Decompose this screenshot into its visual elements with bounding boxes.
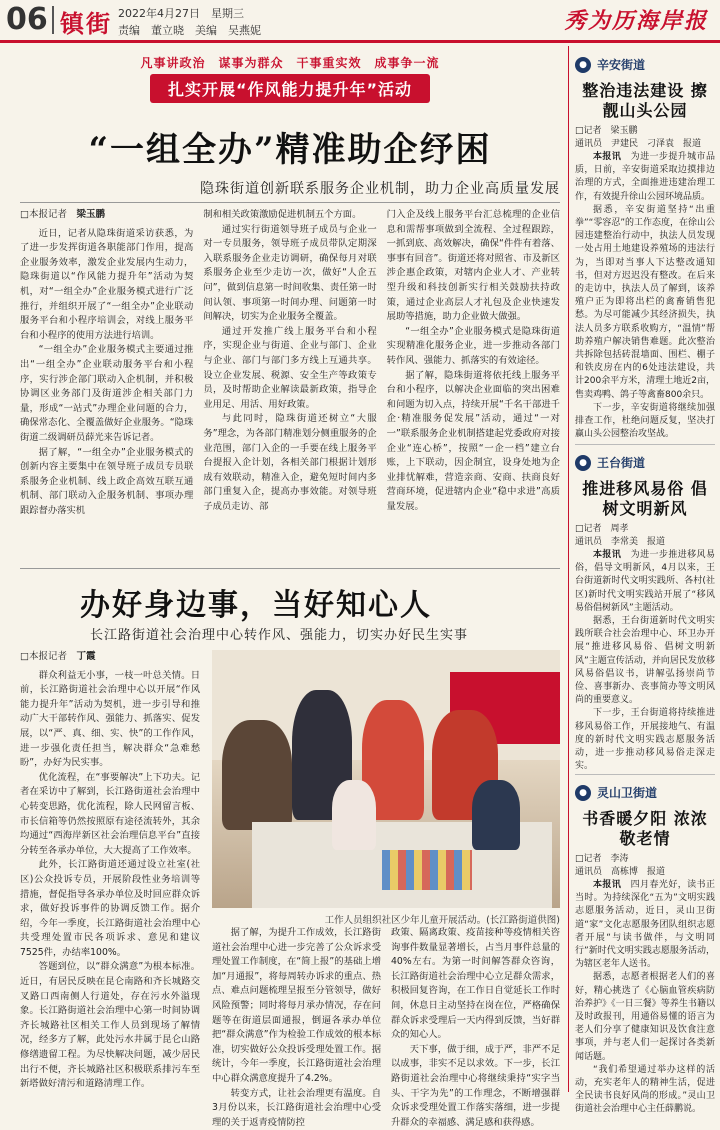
location-pin-icon: ● xyxy=(575,57,591,73)
sidebar-section-wangtai xyxy=(575,454,715,773)
paragraph: 据悉，志愿者根据老人们的喜好，精心挑选了《心脑血管疾病防治养护》《一日三餐》等养生书籍以及时政报刊，用通俗易懂的语言为老人们分享了健康知识及饮食注意事项，并与老人们一起探讨各类新闻话题。 xyxy=(575,972,715,1062)
masthead-divider xyxy=(52,6,54,34)
paragraph: 下一步，王台街道将持续推进移风易俗工作，开展接地气、有温度的新时代文明实践志愿服务活动，进一步推动移风易俗走深走实。 xyxy=(575,708,715,772)
rule xyxy=(575,774,715,775)
sidebar-headline: 推进移风易俗 倡树文明新风 xyxy=(582,479,708,518)
paragraph: 据了解，隐珠街道将依托线上服务平台和小程序，以解决企业面临的突出困难和问题为切入点，持续开展“千名干部进千企·精准服务促发展”活动，通过“一对一”联系服务企业机制搭建起党委政府对接企业“连心桥”，按照“一企一档”建立台账，上下联动，因企制宜，设身处地为企业排忧解难，营造亲商、安商、扶商良好营商环境，促进辖内企业“稳中求进”高质量发展。 xyxy=(386,369,560,512)
article1-subheadline: 隐珠街道创新联系服务企业机制，助力企业高质量发展 xyxy=(200,181,560,197)
rule xyxy=(575,444,715,445)
article2-headline: 办好身边事，当好知心人 xyxy=(80,588,432,623)
sidebar-body xyxy=(575,879,715,1115)
sidebar-headline: 书香暖夕阳 浓浓敬老情 xyxy=(582,809,708,848)
article1-column-3 xyxy=(387,208,560,560)
paragraph: 制和相关政策激励促进机制五个方面。 xyxy=(203,209,362,220)
paragraph: 优化流程，在“事要解决”上下功夫。记者在采访中了解到，长江路街道社会治理中心转变思路，优化流程，除人民网留言板、市长信箱等仍然按照原有途径流转外，其余均通过“西海岸新区社会治理信息平台”直接分转至各承办单位，大大提高了工作效率。 xyxy=(20,771,200,856)
child-figure xyxy=(472,780,520,850)
article1-headline: “一组全办”精准助企纾困 xyxy=(88,130,492,170)
paragraph: 据了解，为提升工作成效，长江路街道社会治理中心进一步完善了公众诉求受理处置工作制度，在“简上报”的基础上增加“月通报”，将每周转办诉求的重点、热点、难点问题梳理呈报至分管领导，做好风险预警；同时将每月承办情况，存在问题等在街道层面通报，倒逼各承办单位把“群众满意”作为检验工作成效的根本标准，切实做好公众投诉受理处置工作。据统计，今年一季度，长江路街道社会治理中心群众满意度提升了4.2%。 xyxy=(212,927,381,1084)
article1-byline: □本报记者 梁玉鹏 xyxy=(20,209,106,220)
paragraph: 据了解，“一组全办”企业服务模式的创新内容主要集中在领导班子成员专员联系服务企业机制、线上政企高效互联互通机制、部门联动入企服务机制、事项办理跟踪督办落实机 xyxy=(20,446,194,516)
section-name: 镇街 xyxy=(60,10,112,38)
newspaper-logo: 秀为历海岸报 xyxy=(563,8,708,34)
paragraph: 群众利益无小事，一枝一叶总关情。日前，长江路街道社会治理中心以开展“作风能力提升年”活动为契机，进一步引导和推动广大干部转作风、强能力、抓落实、促发展，以“严、真、细、实、快”的工作作风，进一步强化责任担当，解决群众“急难愁盼”，办好为民实事。 xyxy=(20,669,200,769)
rule xyxy=(20,568,560,569)
location-pin-icon: ● xyxy=(575,785,591,801)
sidebar xyxy=(568,46,715,1115)
paragraph: 此外，长江路街道还通过设立社室(社区)公众投诉专员，开展阶段性业务培训等措施，督促指导各承办单位及时回应群众诉求，做好投诉事件的协调反馈工作。据介绍，今年一季度，长江路街道社会治理中心共受理处置市民各项诉求、意见和建议7525件，办结率100%。 xyxy=(20,859,200,958)
paragraph: 通过实行街道领导班子成员与企业一对一专员服务，领导班子成员带队定期深入联系服务企业走访调研，确保每月对联系服务企业至少走访一次，做好“人企五问”，做到信息第一时间收集、责任第一时间认领、事项第一时间办理、问题第一时间解决，切实为企业服务全覆盖。 xyxy=(203,223,377,323)
paragraph: “一组全办”企业服务模式主要通过推出“一组全办”企业联动服务平台和小程序，实行涉企部门联动入企机制，并积极协调区业务部门及街道涉企相关部门力量，形成“一站式”办理企业问题的合力，确保常态化、全覆盖做好企业服务。“隐珠街道二级调研员薛光来告诉记者。 xyxy=(20,344,194,443)
sidebar-byline: □记者 梁玉鹏 通讯员 尹建民 刁泽袁 报道 xyxy=(575,126,702,149)
activity-cards xyxy=(382,850,472,890)
sidebar-body xyxy=(575,549,715,773)
paragraph: 政策、隔离政策、疫苗接种等疫情相关咨询事件数量显著增长，占当月事件总量的40%左右。为第一时间解答群众咨询，长江路街道社会治理中心立足群众需求，积极回复咨询，在工作日自觉延长工作时间，休息日主动坚持在岗在位，严格确保群众诉求受理后一天内得到反馈，当好群众的知心人。 xyxy=(391,927,560,1041)
paragraph: 答题到位，以“群众满意”为根本标准。近日，有居民反映在昆仑南路和齐长城路交叉路口西南侧人行道处，存在污水外溢现象。长江路街道社会治理中心第一时间协调齐长城路社区相关工作人员到现场了解情况，经多方了解，此处污水井属于昆仑山路修缮遗留工程。为尽快解决问题，减少居民出行不便，齐长城路社区积极联系排污车至新塔做好清污和道路清理工作。 xyxy=(20,961,200,1090)
section-tag: ● 灵山卫街道 xyxy=(575,784,715,801)
sidebar-headline: 整治违法建设 擦靓山头公园 xyxy=(582,81,708,120)
main-content xyxy=(20,46,560,1128)
sidebar-section-lingshanwei xyxy=(575,784,715,1115)
sidebar-section-xinan xyxy=(575,56,715,441)
article1-column-1 xyxy=(20,208,193,560)
editors-line: 责编 董立晓 美编 吴燕妮 xyxy=(118,24,261,37)
sidebar-body xyxy=(575,151,715,441)
campaign-banner xyxy=(20,54,560,102)
paragraph: 与此同时，隐珠街道还树立“大服务”理念，为各部门精准划分侧重服务的企业范围，部门入企的一手要在线上服务平台提报入企计划，各相关部门根据计划形成有效联动，精准入企，避免短时间内多部门重复入企，提高办事效能。对领导班子成员走访、部 xyxy=(203,413,377,512)
paragraph: 天下事，做于细，成于严，非严不足以成事，非实不足以求效。下一步，长江路街道社会治理中心将继续秉持“实字当头、干字为先”的工作理念，不断增强群众诉求受理处置工作落实落细，进一步提升群众的幸福感、满足感和获得感。 xyxy=(391,1043,560,1128)
section-tag: ● 辛安街道 xyxy=(575,56,715,73)
photo-caption: 工作人员组织社区少年儿童开展活动。(长江路街道供图) xyxy=(324,915,560,926)
person-figure xyxy=(222,720,292,830)
paragraph: 本报讯 为进一步提升城市品质，日前，辛安街道采取边摸排边治理的方式，全面推进违建治理工作，有效提升徐山公园环境品质。 xyxy=(575,152,715,202)
article2-column-3 xyxy=(391,926,560,1128)
sidebar-byline: □记者 周孝 通讯员 李常美 报道 xyxy=(575,524,666,547)
paragraph: 据悉，辛安街道坚持“出重拳”“零容忍”的工作态度，在徐山公园违建整治行动中，执法人员发现一处占用土地建设养殖场的违法行为，当即对当事人下达整改通知书，但对方迟迟没有整改。在后来的走访中，执法人员了解到，该养殖户正为即将出栏的禽畜销售犯愁。为尽可能减少其经济损失，执法人员多方联系收购方，“温情”帮助养殖户解决销售难题。此次整治共拆除包括砖混墙面、围栏、棚子和铁皮房在内的6处违法建设，共计200余平方米，清理土地近2亩，售卖鸡鸭、鸽子等禽畜800余只。 xyxy=(575,204,715,400)
campaign-title: 扎实开展“作风能力提升年”活动 xyxy=(150,74,430,103)
paragraph: 据悉，王台街道新时代文明实践所联合社会治理中心、环卫办开展“推进移风易俗、倡树文明新风”主题宣传活动，并向居民发放移风易俗倡议书，讲解弘扬崇尚节俭、喜事新办、丧事简办等文明风尚的重要意义。 xyxy=(575,616,715,706)
paragraph: “我们希望通过举办这样的活动，充实老年人的精神生活，促进全民读书良好风尚的形成。”灵山卫街道社会治理中心主任薛鹏说。 xyxy=(575,1064,715,1115)
paragraph: 转变方式，让社会治理更有温度。自3月份以来，长江路街道社会治理中心受理的关于返青疫情防控 xyxy=(212,1087,381,1128)
article2-column-1 xyxy=(20,650,200,1090)
paragraph: 通过开发推广线上服务平台和小程序，实现企业与街道、企业与部门、企业与企业、部门与部门多方线上互通共享。设立企业发展、税源、安全生产等政策专员，及时帮助企业解读最新政策，指导企业用足、用活、用好政策。 xyxy=(203,325,377,410)
paragraph: “一组全办”企业服务模式是隐珠街道实现精准化服务企业，进一步推动各部门转作风、强能力、抓落实的有效途径。 xyxy=(386,325,560,366)
news-photo xyxy=(212,650,560,908)
article2-column-2 xyxy=(212,926,381,1128)
section-tag: ● 王台街道 xyxy=(575,454,715,471)
article1-body xyxy=(20,208,560,560)
rule xyxy=(20,202,560,203)
article2-byline: □本报记者 丁霞 xyxy=(20,651,96,662)
article1-column-2 xyxy=(203,208,376,560)
article2-body xyxy=(212,926,560,1128)
masthead xyxy=(0,0,720,43)
paragraph: 近日，记者从隐珠街道采访获悉，为了进一步发挥街道各职能部门作用，提高企业服务效率，激发企业发展内生动力，隐珠街道以“作风能力提升年”活动为契机，对“一组全办”企业服务模式进行广泛推行，并组织开展了“一组全办”企业联动服务平台和小程序培训会，对线上服务平台和小程序的使用方法进行培训。 xyxy=(20,227,194,341)
paragraph: 本报讯 四月春光好，读书正当时。为持续深化“五为”文明实践志愿服务活动，近日，灵山卫街道“家”文化志愿服务团队组织志愿者开展“与读书做伴，与文明同行”新时代文明实践志愿服务活动，为辖区老年人送书。 xyxy=(575,880,715,970)
page-number: 06 xyxy=(6,2,48,37)
paragraph: 本报讯 为进一步推进移风易俗，倡导文明新风，4月以来，王台街道新时代文明实践所、各村(社区)新时代文明实践站开展了“移风易俗倡树新风”主题活动。 xyxy=(575,550,715,613)
location-pin-icon: ● xyxy=(575,455,591,471)
paragraph: 门入企及线上服务平台汇总梳理的企业信息和需帮事项做到全流程、全过程跟踪，一抓到底、高效解决，确保“件件有着落、事事有回音”。街道还将对照省、市及新区涉企惠企政策，对辖内企业人才、产业转型升级和科技创新实行相关鼓励扶持政策，通过企业高层人才礼包及企业快速发展助等措施，助力企业做大做强。 xyxy=(386,209,560,323)
child-figure xyxy=(332,780,376,850)
issue-date: 2022年4月27日 星期三 xyxy=(118,7,244,20)
sidebar-byline: □记者 李涛 通讯员 高栋博 报道 xyxy=(575,854,666,877)
campaign-slogan: 凡事讲政治 谋事为群众 干事重实效 成事争一流 xyxy=(140,56,440,70)
paragraph: 下一步，辛安街道将继续加强排查工作，杜绝问题反复，坚决打赢山头公园整治攻坚战。 xyxy=(575,402,715,440)
article2-subheadline: 长江路街道社会治理中心转作风、强能力，切实办好民生实事 xyxy=(90,628,469,643)
